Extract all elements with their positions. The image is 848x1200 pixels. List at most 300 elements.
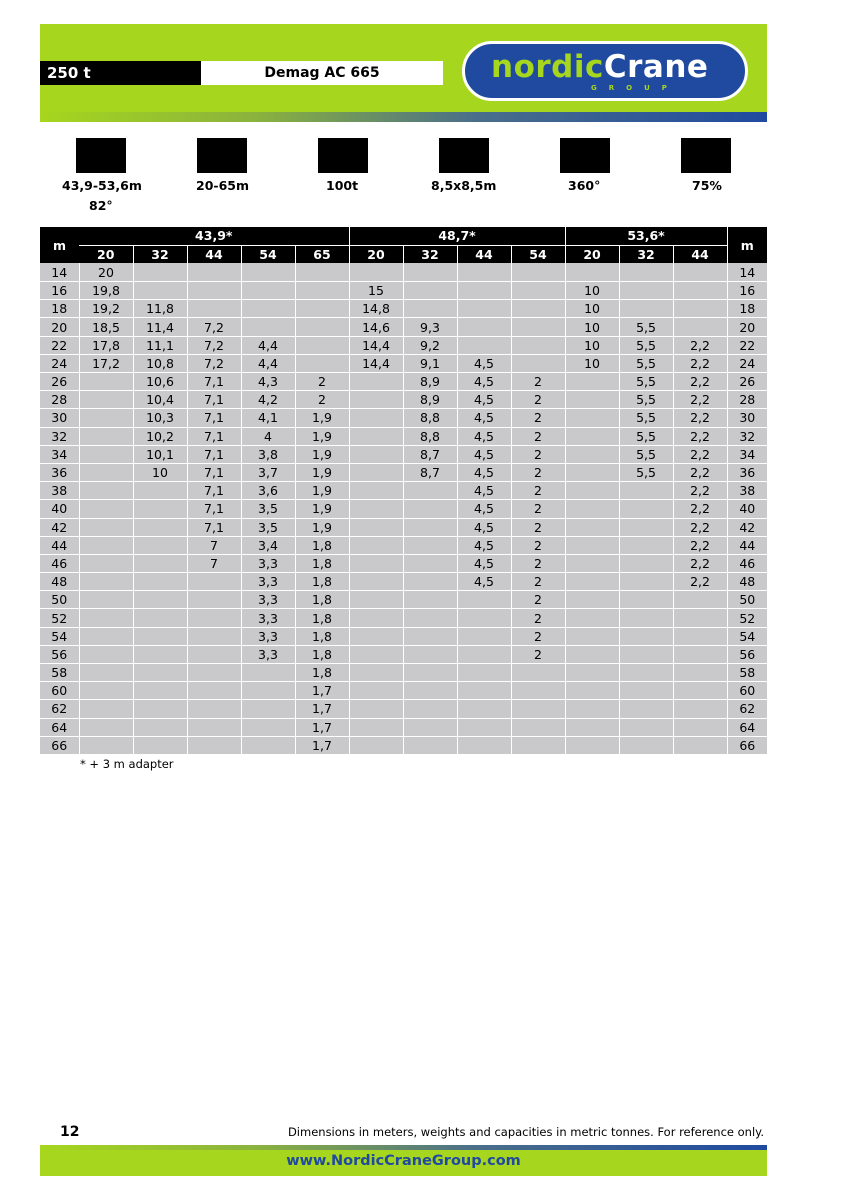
capacity-cell: 3,3 — [241, 609, 295, 627]
capacity-cell — [511, 664, 565, 682]
capacity-cell — [619, 518, 673, 536]
capacity-cell — [457, 645, 511, 663]
capacity-cell — [295, 300, 349, 318]
capacity-cell — [511, 718, 565, 736]
radius-cell: 66 — [727, 736, 767, 754]
capacity-cell — [187, 645, 241, 663]
capacity-cell — [349, 718, 403, 736]
capacity-cell — [673, 664, 727, 682]
capacity-cell — [133, 591, 187, 609]
radius-cell: 46 — [40, 554, 79, 572]
capacity-cell — [295, 318, 349, 336]
radius-cell: 66 — [40, 736, 79, 754]
capacity-cell — [133, 482, 187, 500]
capacity-cell: 2,2 — [673, 373, 727, 391]
radius-cell: 18 — [40, 300, 79, 318]
capacity-cell — [79, 609, 133, 627]
capacity-cell: 15 — [349, 282, 403, 300]
capacity-cell — [673, 736, 727, 754]
capacity-cell — [349, 664, 403, 682]
capacity-cell — [133, 609, 187, 627]
capacity-cell: 7,1 — [187, 518, 241, 536]
capacity-cell: 5,5 — [619, 391, 673, 409]
radius-cell: 60 — [727, 682, 767, 700]
capacity-cell — [565, 591, 619, 609]
table-row — [40, 627, 767, 645]
capacity-cell — [619, 536, 673, 554]
capacity-cell — [133, 536, 187, 554]
radius-cell: 28 — [40, 391, 79, 409]
capacity-cell — [457, 591, 511, 609]
radius-cell: 38 — [727, 482, 767, 500]
capacity-cell — [565, 373, 619, 391]
table-row — [40, 718, 767, 736]
capacity-cell: 8,7 — [403, 445, 457, 463]
boom-group-header: 48,7* — [349, 227, 565, 245]
capacity-cell: 2,2 — [673, 500, 727, 518]
capacity-cell — [403, 482, 457, 500]
radius-cell: 64 — [40, 718, 79, 736]
capacity-cell — [79, 627, 133, 645]
capacity-cell — [619, 609, 673, 627]
capacity-cell — [79, 591, 133, 609]
capacity-cell: 7,2 — [187, 318, 241, 336]
table-row — [40, 336, 767, 354]
capacity-cell — [403, 263, 457, 281]
capacity-cell: 3,6 — [241, 482, 295, 500]
capacity-cell — [79, 373, 133, 391]
jib-length-icon — [197, 138, 247, 173]
capacity-cell — [349, 627, 403, 645]
tonnage-label: 250 t — [40, 61, 201, 85]
capacity-cell: 14,4 — [349, 354, 403, 372]
capacity-cell — [565, 609, 619, 627]
jib-length-header: 44 — [673, 245, 727, 263]
capacity-cell — [565, 700, 619, 718]
capacity-cell: 8,8 — [403, 427, 457, 445]
capacity-cell: 4,5 — [457, 482, 511, 500]
capacity-cell — [187, 718, 241, 736]
capacity-cell: 2,2 — [673, 354, 727, 372]
capacity-cell: 10,1 — [133, 445, 187, 463]
capacity-cell: 4,5 — [457, 463, 511, 481]
radius-cell: 48 — [727, 573, 767, 591]
capacity-cell — [79, 645, 133, 663]
capacity-cell — [565, 554, 619, 572]
capacity-cell — [673, 282, 727, 300]
capacity-cell — [619, 627, 673, 645]
capacity-cell — [187, 573, 241, 591]
capacity-cell — [673, 682, 727, 700]
jib-length-header: 65 — [295, 245, 349, 263]
jib-length-header: 32 — [133, 245, 187, 263]
radius-cell: 50 — [727, 591, 767, 609]
capacity-cell: 4,1 — [241, 409, 295, 427]
capacity-cell: 4,5 — [457, 354, 511, 372]
capacity-cell — [349, 700, 403, 718]
capacity-cell: 1,7 — [295, 736, 349, 754]
radius-cell: 52 — [727, 609, 767, 627]
capacity-cell: 2 — [295, 391, 349, 409]
capacity-cell — [403, 736, 457, 754]
capacity-cell: 1,8 — [295, 609, 349, 627]
capacity-cell: 11,1 — [133, 336, 187, 354]
capacity-cell: 2,2 — [673, 336, 727, 354]
radius-cell: 64 — [727, 718, 767, 736]
radius-cell: 34 — [727, 445, 767, 463]
capacity-cell: 5,5 — [619, 373, 673, 391]
radius-cell: 42 — [40, 518, 79, 536]
capacity-cell: 2 — [511, 373, 565, 391]
capacity-cell — [511, 736, 565, 754]
radius-cell: 36 — [727, 463, 767, 481]
capacity-cell: 2 — [511, 409, 565, 427]
capacity-cell — [241, 263, 295, 281]
capacity-cell — [403, 500, 457, 518]
capacity-cell — [673, 591, 727, 609]
capacity-cell — [133, 718, 187, 736]
capacity-cell — [133, 682, 187, 700]
capacity-cell — [403, 591, 457, 609]
capacity-cell — [241, 282, 295, 300]
capacity-cell: 1,9 — [295, 427, 349, 445]
radius-cell: 16 — [40, 282, 79, 300]
capacity-cell: 7,2 — [187, 336, 241, 354]
capacity-cell — [565, 536, 619, 554]
capacity-cell — [619, 664, 673, 682]
spec-slewing-range: 360° — [568, 178, 601, 193]
capacity-cell: 8,7 — [403, 463, 457, 481]
capacity-cell: 2 — [511, 463, 565, 481]
capacity-cell — [403, 718, 457, 736]
capacity-cell: 1,9 — [295, 409, 349, 427]
capacity-cell — [511, 263, 565, 281]
capacity-cell: 5,5 — [619, 463, 673, 481]
capacity-cell — [79, 736, 133, 754]
capacity-cell — [241, 718, 295, 736]
capacity-cell — [79, 700, 133, 718]
capacity-cell: 2 — [511, 427, 565, 445]
capacity-cell — [79, 445, 133, 463]
capacity-cell — [457, 700, 511, 718]
table-row — [40, 609, 767, 627]
capacity-cell — [79, 500, 133, 518]
capacity-cell: 1,9 — [295, 445, 349, 463]
capacity-cell: 10,6 — [133, 373, 187, 391]
capacity-cell: 1,9 — [295, 482, 349, 500]
capacity-cell: 19,8 — [79, 282, 133, 300]
spec-outrigger-base: 8,5x8,5m — [431, 178, 497, 193]
table-row — [40, 391, 767, 409]
capacity-cell: 5,5 — [619, 445, 673, 463]
capacity-cell: 5,5 — [619, 409, 673, 427]
capacity-cell — [565, 263, 619, 281]
capacity-cell: 1,9 — [295, 500, 349, 518]
capacity-cell: 5,5 — [619, 336, 673, 354]
capacity-cell — [349, 427, 403, 445]
capacity-cell: 7,1 — [187, 500, 241, 518]
capacity-cell — [295, 354, 349, 372]
capacity-cell — [133, 500, 187, 518]
capacity-cell: 2,2 — [673, 463, 727, 481]
capacity-cell — [457, 627, 511, 645]
capacity-cell — [79, 463, 133, 481]
capacity-cell: 1,8 — [295, 664, 349, 682]
capacity-cell: 1,9 — [295, 518, 349, 536]
radius-cell: 58 — [40, 664, 79, 682]
capacity-cell — [457, 300, 511, 318]
spec-jib-angle: 82° — [89, 198, 113, 213]
capacity-cell — [619, 591, 673, 609]
capacity-cell — [619, 645, 673, 663]
capacity-cell — [619, 682, 673, 700]
capacity-cell — [565, 463, 619, 481]
capacity-cell — [241, 664, 295, 682]
capacity-cell: 3,5 — [241, 518, 295, 536]
capacity-cell: 2 — [511, 445, 565, 463]
radius-cell: 40 — [40, 500, 79, 518]
capacity-cell — [349, 736, 403, 754]
capacity-cell — [619, 736, 673, 754]
radius-cell: 54 — [727, 627, 767, 645]
capacity-cell: 2,2 — [673, 391, 727, 409]
capacity-cell — [349, 645, 403, 663]
radius-cell: 48 — [40, 573, 79, 591]
capacity-cell: 2,2 — [673, 427, 727, 445]
radius-cell: 20 — [40, 318, 79, 336]
capacity-cell: 4,5 — [457, 500, 511, 518]
radius-cell: 20 — [727, 318, 767, 336]
capacity-cell — [187, 282, 241, 300]
capacity-cell — [403, 645, 457, 663]
capacity-cell — [133, 518, 187, 536]
capacity-cell — [349, 536, 403, 554]
capacity-cell: 1,7 — [295, 718, 349, 736]
capacity-cell — [79, 664, 133, 682]
capacity-cell — [673, 263, 727, 281]
capacity-cell: 8,8 — [403, 409, 457, 427]
counterweight-icon — [318, 138, 368, 173]
capacity-cell: 10 — [133, 463, 187, 481]
capacity-cell: 10 — [565, 300, 619, 318]
capacity-cell — [79, 427, 133, 445]
table-row — [40, 318, 767, 336]
capacity-cell — [565, 718, 619, 736]
radius-cell: 16 — [727, 282, 767, 300]
capacity-cell — [187, 682, 241, 700]
capacity-cell — [133, 664, 187, 682]
table-row — [40, 373, 767, 391]
radius-cell: 62 — [40, 700, 79, 718]
capacity-cell — [403, 627, 457, 645]
capacity-cell — [565, 409, 619, 427]
capacity-cell — [565, 664, 619, 682]
capacity-cell: 10 — [565, 354, 619, 372]
capacity-cell — [565, 482, 619, 500]
capacity-cell — [403, 536, 457, 554]
radius-cell: 28 — [727, 391, 767, 409]
capacity-cell: 3,7 — [241, 463, 295, 481]
radius-cell: 40 — [727, 500, 767, 518]
capacity-cell: 18,5 — [79, 318, 133, 336]
capacity-cell — [673, 645, 727, 663]
table-row — [40, 536, 767, 554]
radius-cell: 34 — [40, 445, 79, 463]
capacity-cell — [457, 263, 511, 281]
capacity-cell — [295, 336, 349, 354]
capacity-cell — [187, 609, 241, 627]
capacity-cell — [511, 682, 565, 700]
capacity-cell — [457, 318, 511, 336]
capacity-cell: 1,8 — [295, 536, 349, 554]
capacity-cell: 7,1 — [187, 445, 241, 463]
capacity-cell — [457, 682, 511, 700]
capacity-cell — [457, 609, 511, 627]
capacity-cell — [349, 263, 403, 281]
capacity-cell: 1,8 — [295, 573, 349, 591]
capacity-cell: 8,9 — [403, 373, 457, 391]
jib-length-header: 20 — [79, 245, 133, 263]
capacity-cell — [79, 482, 133, 500]
radius-cell: 44 — [727, 536, 767, 554]
capacity-cell: 8,9 — [403, 391, 457, 409]
capacity-cell: 4,2 — [241, 391, 295, 409]
table-row — [40, 409, 767, 427]
radius-cell: 30 — [727, 409, 767, 427]
capacity-cell — [79, 391, 133, 409]
website-link[interactable]: www.NordicCraneGroup.com — [286, 1153, 521, 1169]
capacity-cell — [619, 300, 673, 318]
capacity-cell — [133, 263, 187, 281]
capacity-cell — [565, 682, 619, 700]
capacity-cell: 3,3 — [241, 627, 295, 645]
capacity-cell — [349, 463, 403, 481]
capacity-cell — [511, 354, 565, 372]
table-row — [40, 573, 767, 591]
capacity-cell: 11,4 — [133, 318, 187, 336]
capacity-cell: 4,5 — [457, 518, 511, 536]
capacity-cell: 2 — [511, 482, 565, 500]
capacity-cell: 9,2 — [403, 336, 457, 354]
capacity-cell — [349, 445, 403, 463]
capacity-cell: 4,5 — [457, 573, 511, 591]
capacity-cell: 10,3 — [133, 409, 187, 427]
radius-cell: 56 — [40, 645, 79, 663]
capacity-cell: 17,8 — [79, 336, 133, 354]
capacity-cell: 14,8 — [349, 300, 403, 318]
spec-load-percentage: 75% — [692, 178, 722, 193]
radius-cell: 52 — [40, 609, 79, 627]
capacity-cell: 4,4 — [241, 354, 295, 372]
capacity-cell: 4,4 — [241, 336, 295, 354]
radius-cell: 14 — [40, 263, 79, 281]
capacity-cell — [295, 282, 349, 300]
capacity-cell: 10,2 — [133, 427, 187, 445]
capacity-cell — [133, 627, 187, 645]
capacity-cell: 2 — [295, 373, 349, 391]
capacity-cell — [349, 591, 403, 609]
capacity-cell: 1,8 — [295, 554, 349, 572]
slewing-range-icon — [560, 138, 610, 173]
capacity-cell: 7,1 — [187, 373, 241, 391]
capacity-cell: 17,2 — [79, 354, 133, 372]
capacity-cell: 1,7 — [295, 682, 349, 700]
capacity-cell — [403, 664, 457, 682]
capacity-cell — [79, 573, 133, 591]
capacity-cell — [187, 627, 241, 645]
capacity-cell: 20 — [79, 263, 133, 281]
capacity-cell: 2,2 — [673, 409, 727, 427]
capacity-cell — [565, 427, 619, 445]
capacity-cell — [403, 300, 457, 318]
capacity-cell — [349, 682, 403, 700]
disclaimer-text: Dimensions in meters, weights and capacities in metric tonnes. For reference only. — [287, 1125, 764, 1139]
jib-length-header: 54 — [241, 245, 295, 263]
capacity-cell: 2 — [511, 627, 565, 645]
capacity-cell: 1,9 — [295, 463, 349, 481]
radius-cell: 22 — [40, 336, 79, 354]
capacity-cell — [403, 573, 457, 591]
capacity-cell: 4,5 — [457, 554, 511, 572]
capacity-cell: 3,4 — [241, 536, 295, 554]
capacity-cell: 5,5 — [619, 354, 673, 372]
capacity-cell — [511, 318, 565, 336]
capacity-cell: 11,8 — [133, 300, 187, 318]
capacity-cell — [349, 391, 403, 409]
radius-cell: 58 — [727, 664, 767, 682]
radius-cell: 46 — [727, 554, 767, 572]
capacity-cell: 10 — [565, 336, 619, 354]
table-row — [40, 736, 767, 754]
capacity-cell — [133, 645, 187, 663]
capacity-cell: 7,1 — [187, 427, 241, 445]
capacity-cell — [457, 336, 511, 354]
radius-cell: 36 — [40, 463, 79, 481]
capacity-cell: 7,1 — [187, 463, 241, 481]
capacity-cell: 3,3 — [241, 573, 295, 591]
capacity-cell: 1,7 — [295, 700, 349, 718]
adapter-note: * + 3 m adapter — [80, 757, 174, 771]
radius-cell: 18 — [727, 300, 767, 318]
table-row — [40, 445, 767, 463]
capacity-cell — [565, 445, 619, 463]
capacity-cell: 5,5 — [619, 427, 673, 445]
jib-length-header: 32 — [403, 245, 457, 263]
table-row — [40, 645, 767, 663]
capacity-cell: 2 — [511, 573, 565, 591]
capacity-cell — [673, 609, 727, 627]
capacity-cell: 1,8 — [295, 591, 349, 609]
capacity-cell — [403, 609, 457, 627]
radius-cell: 60 — [40, 682, 79, 700]
capacity-cell: 7 — [187, 554, 241, 572]
footer-stripe — [40, 1145, 767, 1150]
capacity-cell — [187, 700, 241, 718]
radius-cell: 62 — [727, 700, 767, 718]
capacity-cell — [619, 500, 673, 518]
capacity-cell: 14,6 — [349, 318, 403, 336]
radius-cell: 26 — [727, 373, 767, 391]
capacity-cell — [565, 518, 619, 536]
capacity-cell — [133, 700, 187, 718]
radius-cell: 38 — [40, 482, 79, 500]
capacity-cell — [619, 282, 673, 300]
jib-length-header: 20 — [349, 245, 403, 263]
radius-cell: 32 — [727, 427, 767, 445]
capacity-cell: 3,8 — [241, 445, 295, 463]
outrigger-base-icon — [439, 138, 489, 173]
capacity-cell — [403, 700, 457, 718]
